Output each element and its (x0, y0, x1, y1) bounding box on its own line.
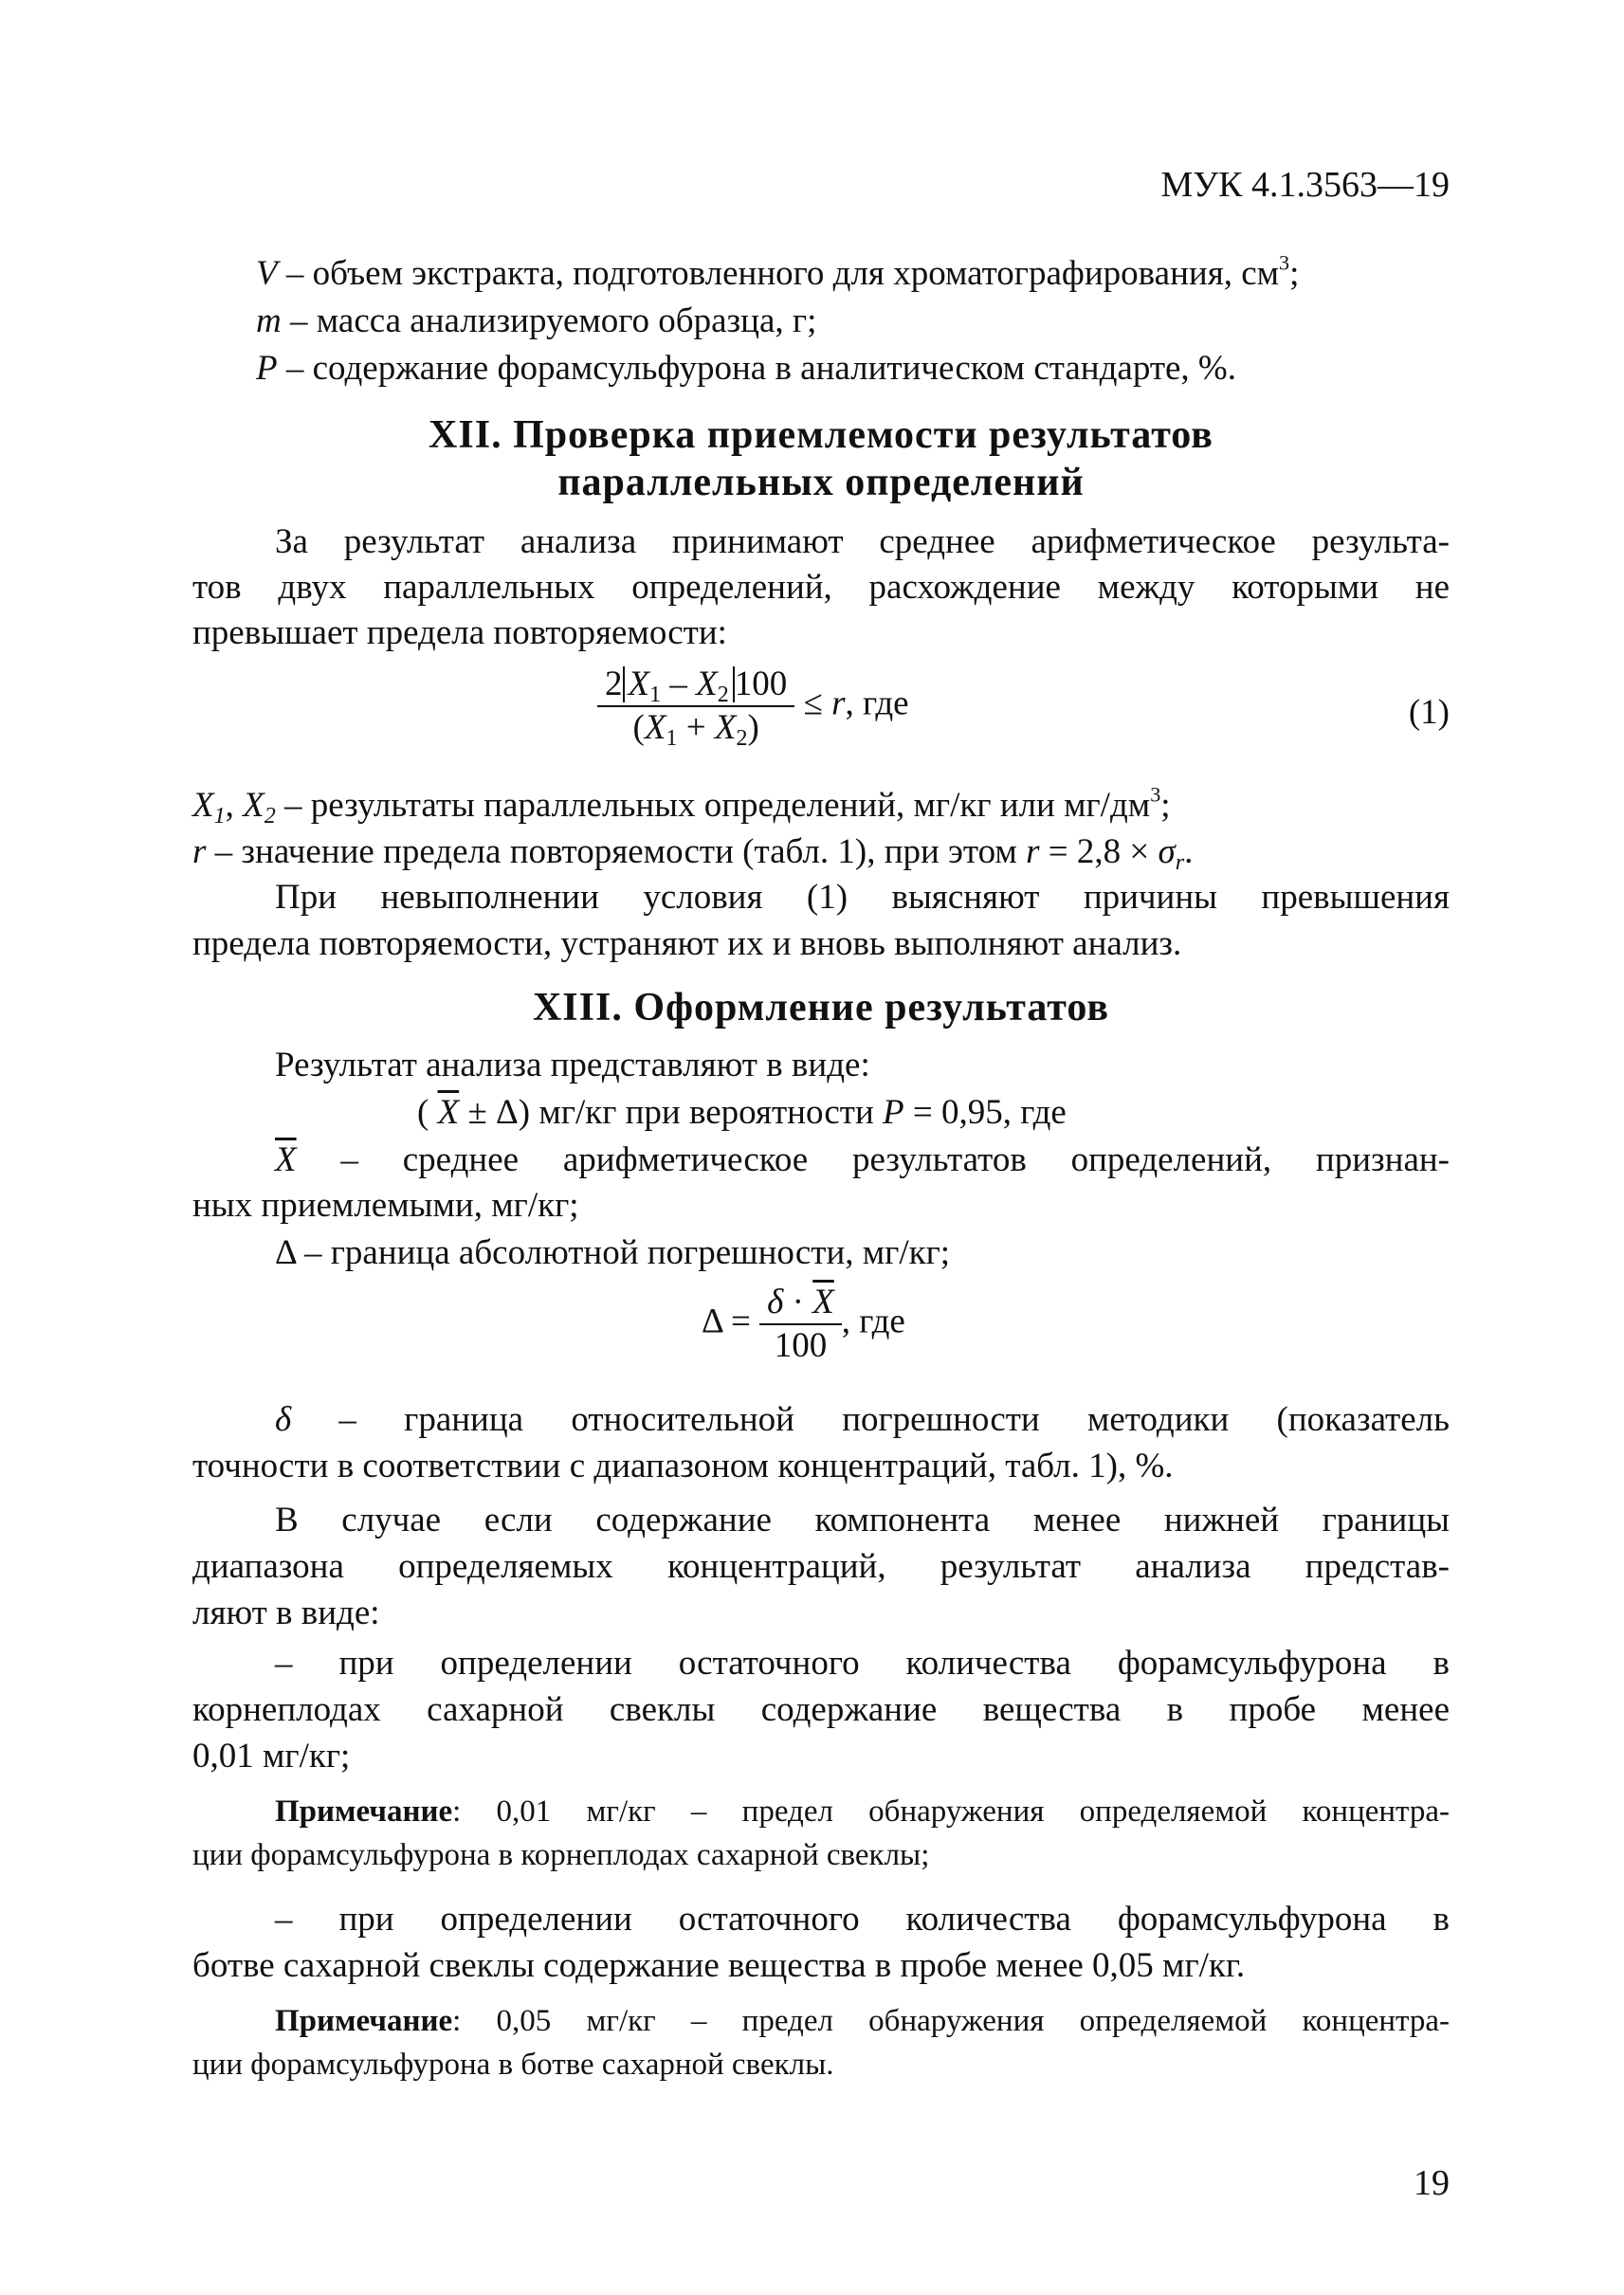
delta-relative-line: точности в соответствии с диапазоном концентраций, табл. 1), %. (192, 1447, 1174, 1485)
definition-r: r – значение предела повторяемости (табл. 1), при этом $r = 2,8 \times \sigma_r$. (192, 832, 1194, 876)
section-13-title: XIII. Оформление результатов (532, 986, 1110, 1029)
fail-condition-line: предела повторяемости, устраняют их и вновь выполняют анализ. (192, 924, 1182, 963)
roots-line: 0,01 мг/кг; (192, 1737, 351, 1776)
doc-code-header: МУК 4.1.3563—19 (1160, 165, 1450, 205)
delta-relative-line: δ – граница относительной погрешности методики (показатель (275, 1400, 1450, 1439)
result-expression: ( $\overline{X} \pm \Delta$) мг/кг при вероятности P = 0,95, где (417, 1093, 1067, 1132)
xbar-definition-line: $\overline{X}$ – среднее арифметическое результатов определений, признан- (275, 1140, 1450, 1179)
definition-x1-x2: $X_1$, $X_2$ – результаты параллельных определений, мг/кг или $мг/дм^3$; (192, 782, 1171, 829)
section-12-paragraph-line: превышает предела повторяемости: (192, 613, 727, 652)
repeatability-formula: $\frac{2 X_1 - X_2 100}{(X_1 + X_2)}$ ≤ r, где (597, 664, 1071, 749)
page-number: 19 (1414, 2163, 1450, 2203)
section-12-paragraph-line: За результат анализа принимают среднее арифметическое результа- (275, 522, 1450, 561)
formula-numerator: 2 $X_1 - X_2$ 100 (597, 664, 794, 707)
xbar-definition-line: ных приемлемыми, мг/кг; (192, 1186, 579, 1225)
delta-formula: Δ = $\frac{\delta \cdot \overline{X}}{100}$ , где (702, 1283, 905, 1365)
section-12-title-line2: параллельных определений (557, 461, 1085, 504)
tops-line: ботве сахарной свеклы содержание вещества в пробе менее 0,05 мг/кг. (192, 1946, 1246, 1985)
definition-volume: V – объем экстракта, подготовленного для хроматографирования, $см^3$; (256, 250, 1300, 293)
case-line: В случае если содержание компонента менее нижней границы (275, 1501, 1450, 1539)
case-line: ляют в виде: (192, 1594, 380, 1632)
section-12-title-line1: XII. Проверка приемлемости результатов (429, 413, 1213, 457)
delta-fraction: $\frac{\delta \cdot \overline{X}}{100}$ (759, 1282, 842, 1367)
delta-definition: Δ – граница абсолютной погрешности, мг/кг; (275, 1233, 951, 1272)
formula-denominator: $(X_1 + X_2)$ (632, 708, 759, 752)
tops-line: – при определении остаточного количества форамсульфурона в (275, 1900, 1450, 1939)
definition-mass: m – масса анализируемого образца, г; (256, 301, 817, 340)
definition-content: P – содержание форамсульфурона в аналитическом стандарте, %. (256, 349, 1237, 388)
roots-line: корнеплодах сахарной свеклы содержание вещества в пробе менее (192, 1690, 1450, 1729)
note-tops: Примечание: 0,05 мг/кг – предел обнаружения определяемой концентра- (275, 2004, 1450, 2038)
note-tops-line2: ции форамсульфурона в ботве сахарной свеклы. (192, 2048, 834, 2082)
section-12-paragraph-line: тов двух параллельных определений, расхождение между которыми не (192, 568, 1450, 607)
formula-number: (1) (1408, 693, 1450, 732)
fail-condition-line: При невыполнении условия (1) выясняют причины превышения (275, 878, 1450, 917)
note-roots-line2: ции форамсульфурона в корнеплодах сахарной свеклы; (192, 1838, 930, 1872)
note-roots: Примечание: 0,01 мг/кг – предел обнаружения определяемой концентра- (275, 1794, 1450, 1829)
case-line: диапазона определяемых концентраций, результат анализа представ- (192, 1547, 1450, 1586)
roots-line: – при определении остаточного количества форамсульфурона в (275, 1644, 1450, 1683)
section-13-intro: Результат анализа представляют в виде: (275, 1046, 870, 1084)
